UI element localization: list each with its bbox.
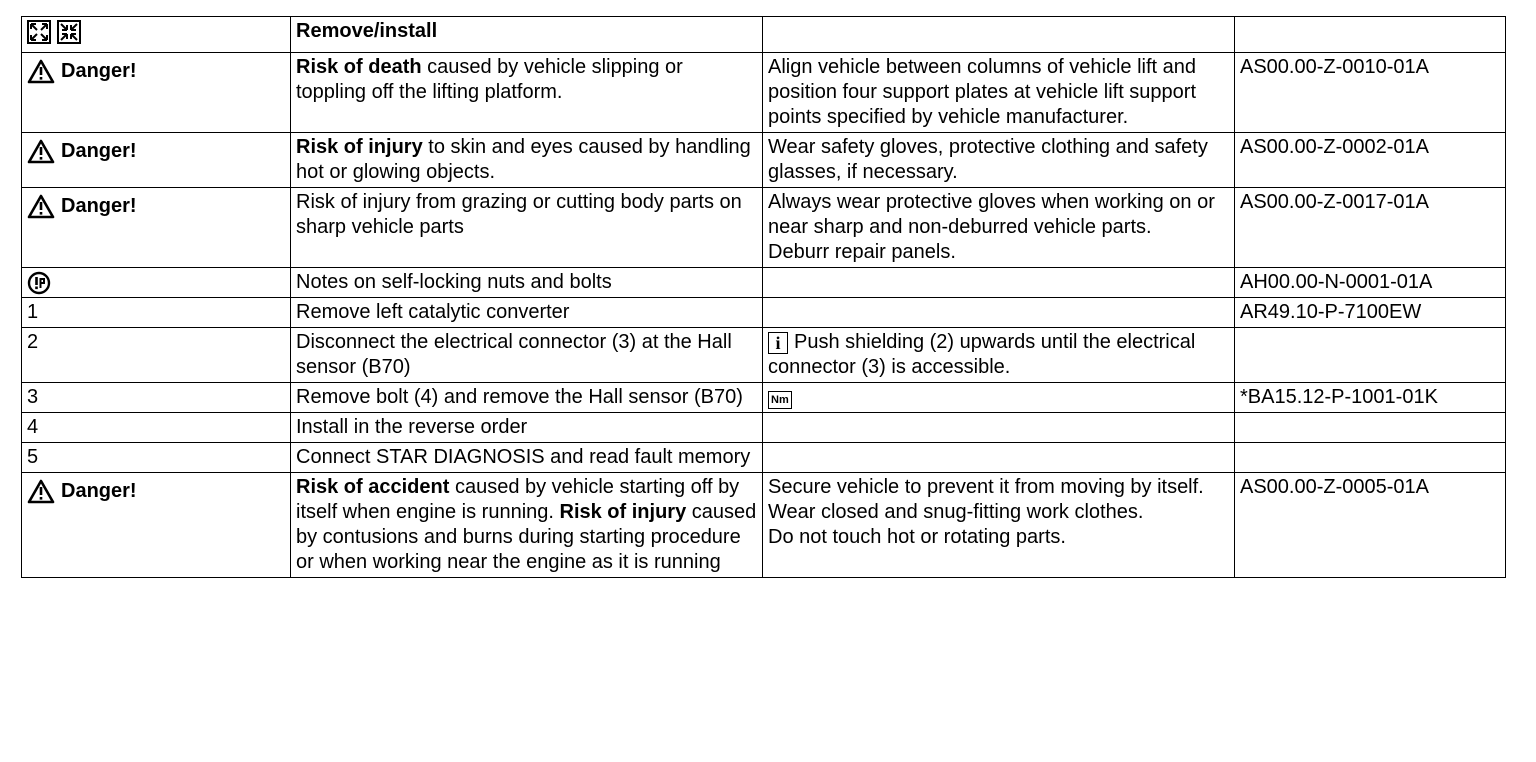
measure-line: Deburr repair panels. <box>768 241 956 263</box>
info-icon: i <box>768 332 788 354</box>
step-empty-ref <box>1235 443 1506 473</box>
info-text: Push shielding (2) upwards until the electrical connector (3) is accessible. <box>768 331 1196 378</box>
torque-nm-icon[interactable]: Nm <box>768 391 792 409</box>
danger-label: Danger! <box>61 140 137 162</box>
header-empty-measure <box>763 17 1235 53</box>
warning-triangle-icon <box>27 194 55 219</box>
risk-description: Risk of injury from grazing or cutting body parts on sharp vehicle parts <box>291 188 763 268</box>
step-text: Remove bolt (4) and remove the Hall sensor (B70) <box>291 383 763 413</box>
step-empty <box>763 443 1235 473</box>
risk-text: caused by vehicle slipping or toppling off the lifting platform. <box>296 56 683 103</box>
step-empty <box>763 298 1235 328</box>
step-text: Remove left catalytic converter <box>291 298 763 328</box>
risk-text: caused by contusions and burns during starting procedure or when working near the engine as it is running <box>296 501 757 573</box>
risk-text: caused by vehicle starting off by itself when engine is running. <box>296 476 740 523</box>
safety-measure <box>763 188 1235 268</box>
risk-bold: Risk of injury <box>296 136 423 158</box>
note-row <box>22 268 1506 298</box>
procedure-table <box>21 16 1506 578</box>
header-title: Remove/install <box>291 17 763 53</box>
note-exclamation-icon <box>27 271 51 295</box>
document-reference[interactable]: AR49.10-P-7100EW <box>1235 298 1506 328</box>
risk-description <box>291 133 763 188</box>
safety-measure <box>763 473 1235 578</box>
danger-cell <box>22 188 291 268</box>
document-reference[interactable]: *BA15.12-P-1001-01K <box>1235 383 1506 413</box>
step-text: Disconnect the electrical connector (3) at the Hall sensor (B70) <box>291 328 763 383</box>
step-row <box>22 298 1506 328</box>
risk-bold: Risk of injury <box>559 501 687 523</box>
step-text: Install in the reverse order <box>291 413 763 443</box>
header-row <box>22 17 1506 53</box>
note-text: Notes on self-locking nuts and bolts <box>291 268 763 298</box>
danger-row <box>22 188 1506 268</box>
danger-label: Danger! <box>61 60 137 82</box>
note-empty <box>763 268 1235 298</box>
step-empty-ref <box>1235 328 1506 383</box>
expand-icon[interactable] <box>27 20 51 44</box>
measure-line: Wear closed and snug-fitting work clothes. <box>768 501 1144 523</box>
step-number: 5 <box>22 443 291 473</box>
header-icons-cell <box>22 17 291 53</box>
document-reference[interactable]: AH00.00-N-0001-01A <box>1235 268 1506 298</box>
step-row <box>22 383 1506 413</box>
note-icon-cell <box>22 268 291 298</box>
danger-row <box>22 133 1506 188</box>
step-info <box>763 328 1235 383</box>
torque-cell <box>763 383 1235 413</box>
document-reference[interactable]: AS00.00-Z-0017-01A <box>1235 188 1506 268</box>
step-row <box>22 443 1506 473</box>
measure-line: Do not touch hot or rotating parts. <box>768 526 1066 548</box>
danger-row <box>22 53 1506 133</box>
step-empty-ref <box>1235 413 1506 443</box>
danger-cell <box>22 473 291 578</box>
document-reference[interactable]: AS00.00-Z-0010-01A <box>1235 53 1506 133</box>
danger-cell <box>22 133 291 188</box>
step-empty <box>763 413 1235 443</box>
danger-label: Danger! <box>61 195 137 217</box>
safety-measure: Wear safety gloves, protective clothing and safety glasses, if necessary. <box>763 133 1235 188</box>
risk-text: to skin and eyes caused by handling hot or glowing objects. <box>296 136 751 183</box>
document-reference[interactable]: AS00.00-Z-0002-01A <box>1235 133 1506 188</box>
step-number: 3 <box>22 383 291 413</box>
danger-row <box>22 473 1506 578</box>
step-row <box>22 413 1506 443</box>
collapse-icon[interactable] <box>57 20 81 44</box>
risk-bold: Risk of accident <box>296 476 450 498</box>
risk-bold: Risk of death <box>296 56 422 78</box>
document-reference[interactable]: AS00.00-Z-0005-01A <box>1235 473 1506 578</box>
measure-line: Always wear protective gloves when working on or near sharp and non-deburred vehicle parts. <box>768 191 1215 238</box>
step-row <box>22 328 1506 383</box>
step-number: 2 <box>22 328 291 383</box>
header-empty-ref <box>1235 17 1506 53</box>
risk-description <box>291 473 763 578</box>
measure-line: Secure vehicle to prevent it from moving by itself. <box>768 476 1204 498</box>
step-text: Connect STAR DIAGNOSIS and read fault memory <box>291 443 763 473</box>
step-number: 1 <box>22 298 291 328</box>
warning-triangle-icon <box>27 479 55 504</box>
risk-description <box>291 53 763 133</box>
danger-cell <box>22 53 291 133</box>
danger-label: Danger! <box>61 480 137 502</box>
safety-measure: Align vehicle between columns of vehicle lift and position four support plates at vehicle lift support points specified by vehicle manufacturer. <box>763 53 1235 133</box>
warning-triangle-icon <box>27 139 55 164</box>
warning-triangle-icon <box>27 59 55 84</box>
step-number: 4 <box>22 413 291 443</box>
